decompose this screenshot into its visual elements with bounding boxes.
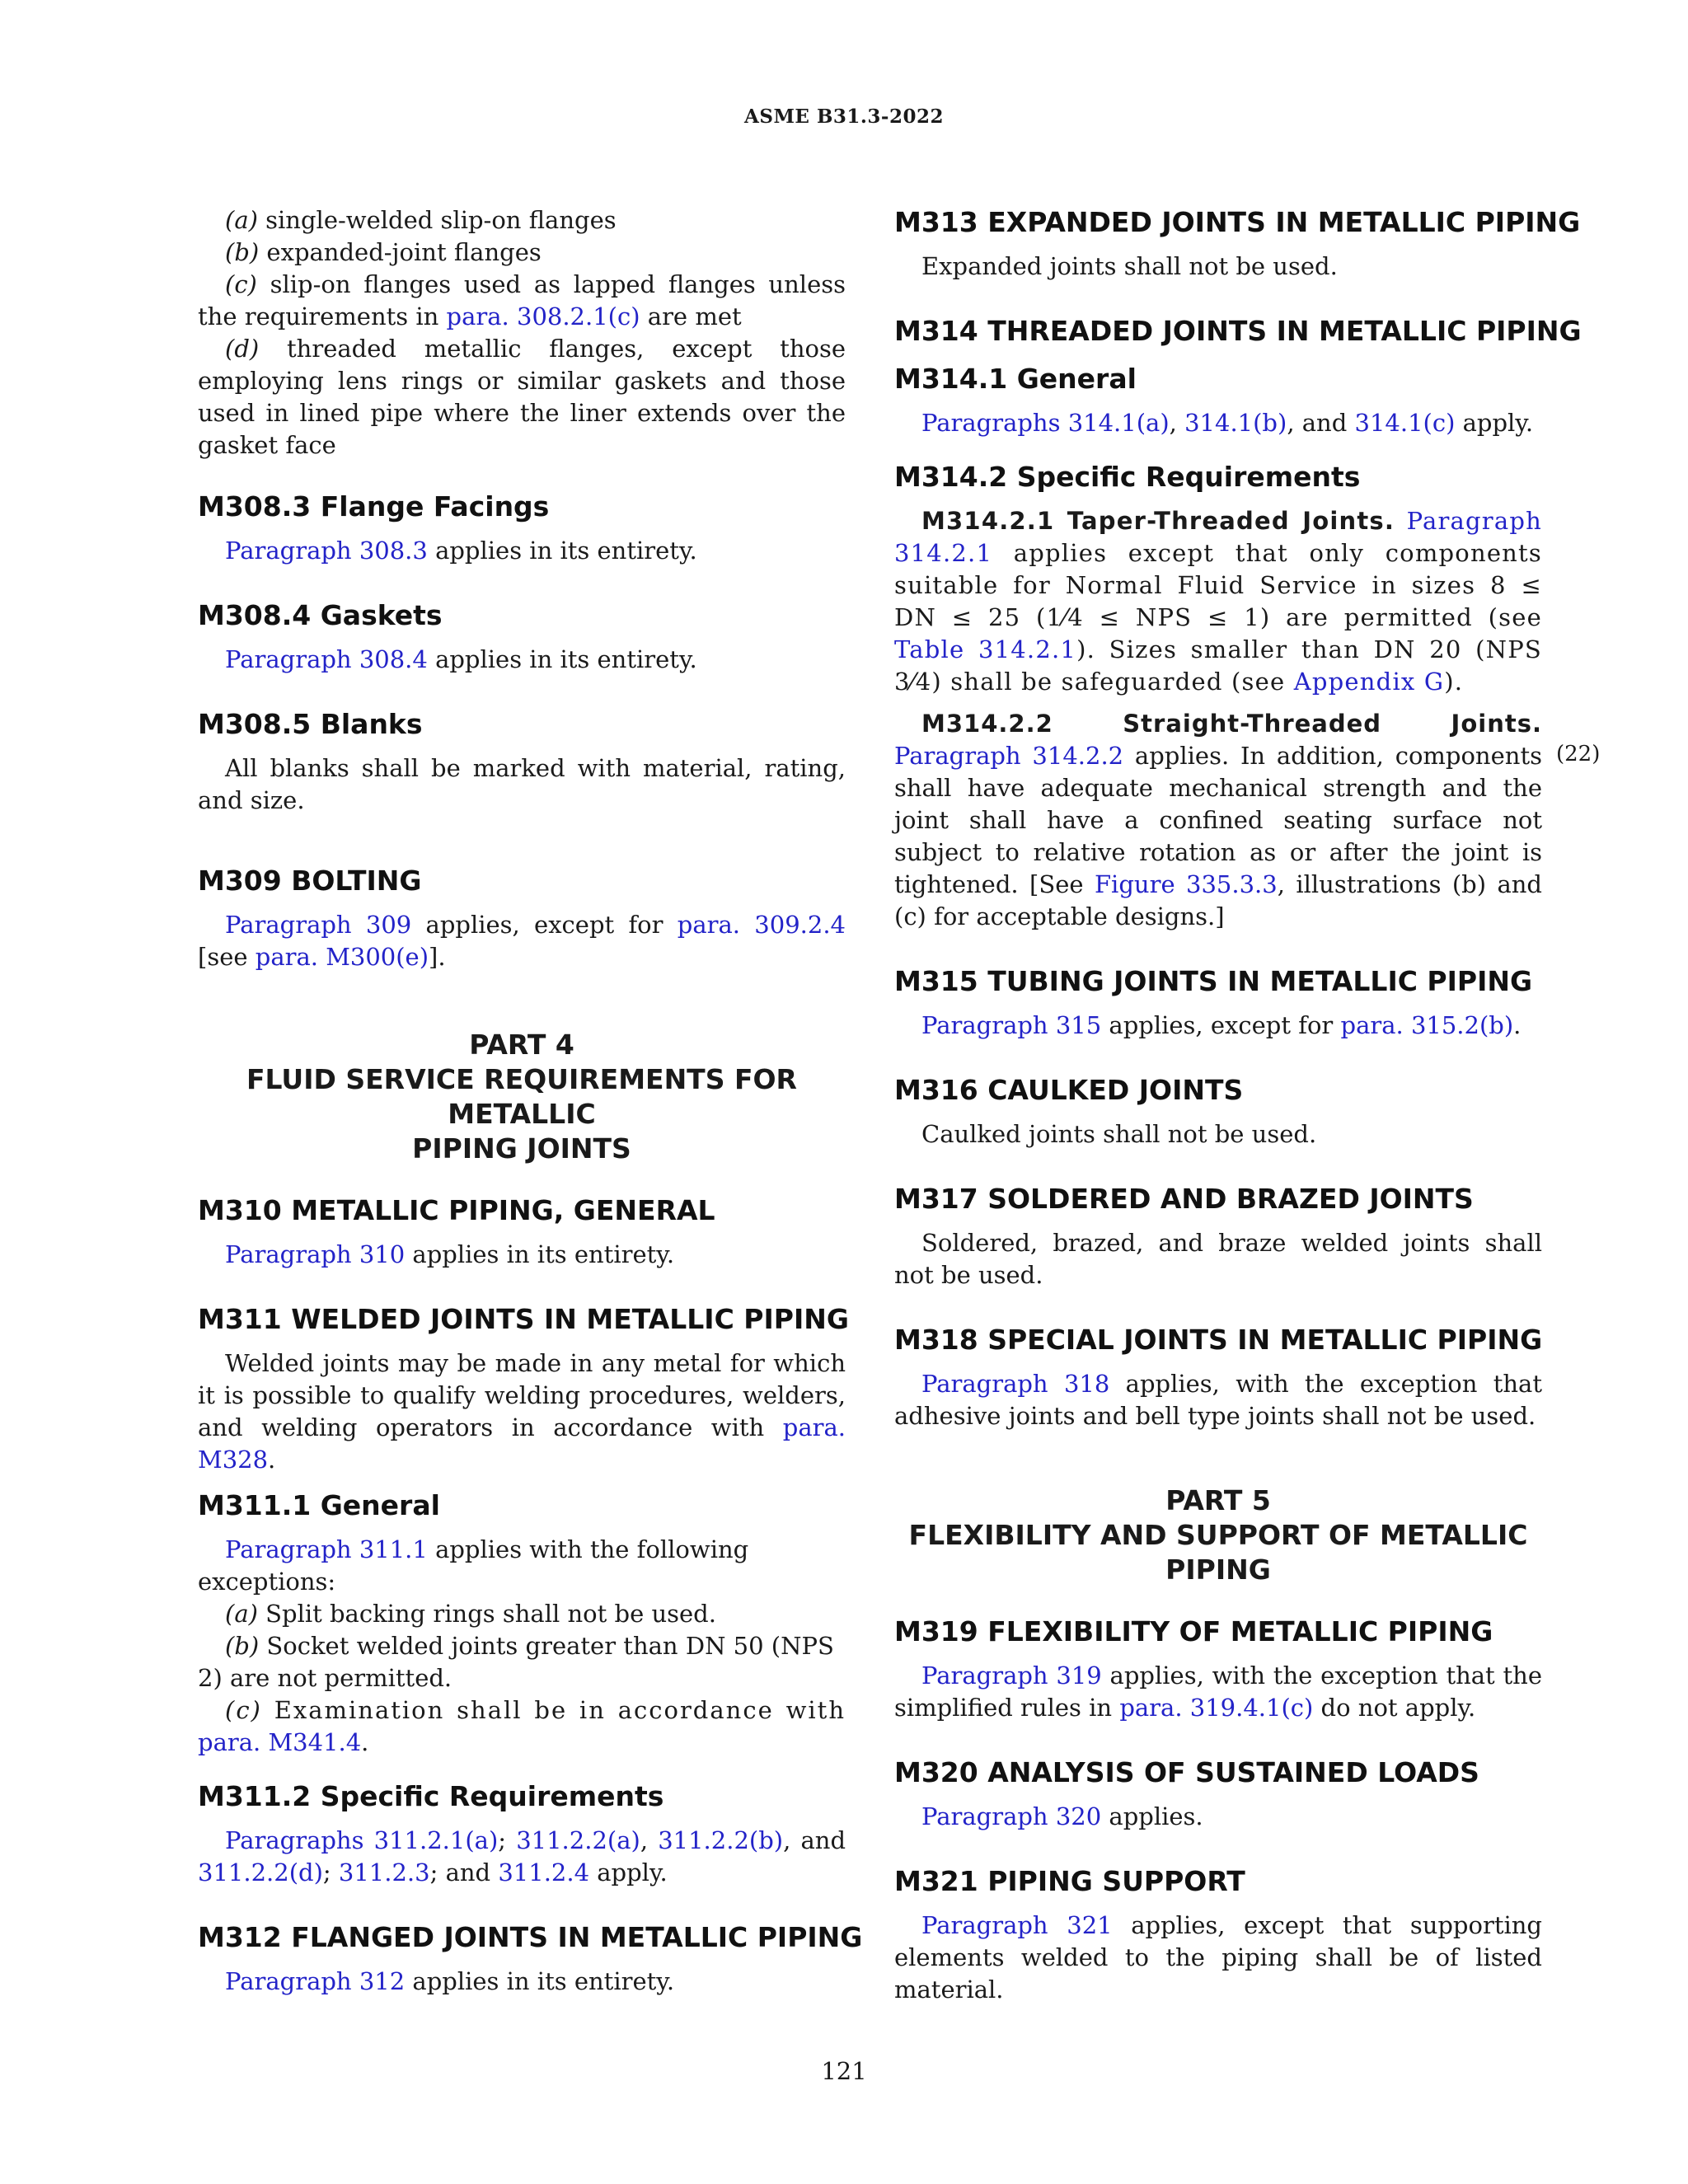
cross-reference-link[interactable]: 311.2.2(b) [658, 1826, 784, 1854]
cross-reference-link[interactable]: para. 315.2(b) [1340, 1011, 1514, 1039]
part-4-title [198, 1028, 846, 1166]
list-text: slip-on flanges used as lapped flanges unless the requirements in [198, 270, 846, 330]
list-item-b [198, 237, 846, 269]
cross-reference-link[interactable]: Paragraph 310 [225, 1240, 406, 1268]
paragraph [894, 407, 1542, 439]
list-text: Examination shall be in accordance with [261, 1696, 846, 1724]
list-text: expanded-joint flanges [259, 238, 542, 266]
paragraph-text: applies, except for [1101, 1011, 1341, 1039]
section-heading: M311 WELDED JOINTS IN METALLIC PIPING [198, 1303, 849, 1335]
part-5-title [894, 1483, 1542, 1587]
part-number: PART 5 [1165, 1484, 1271, 1516]
cross-reference-link[interactable]: Paragraph 318 [921, 1370, 1110, 1398]
paragraph-text: , illustrations (b) and (c) for acceptable designs.] [894, 870, 1542, 930]
paragraph [198, 1347, 846, 1476]
paragraph: Expanded joints shall not be used. [921, 252, 1338, 280]
section-heading: M308.5 Blanks [198, 708, 423, 740]
cross-reference-link[interactable]: para. M300(e) [255, 943, 429, 971]
fraction: 3⁄4 [894, 668, 932, 696]
list-item-a [198, 1598, 846, 1630]
list-label: (b) [225, 238, 260, 266]
paragraph-text: , [640, 1826, 659, 1854]
subsection-title: M314.2.2 Straight-Threaded Joints. [921, 710, 1542, 738]
paragraph-text: do not apply. [1313, 1694, 1476, 1722]
section-heading: M319 FLEXIBILITY OF METALLIC PIPING [894, 1615, 1493, 1647]
left-column [198, 204, 863, 1998]
cross-reference-link[interactable]: Paragraph 321 [921, 1911, 1113, 1939]
section-heading: M320 ANALYSIS OF SUSTAINED LOADS [894, 1756, 1479, 1788]
paragraph-text: ≤ NPS ≤ 1) are permitted (see [1083, 603, 1542, 631]
paragraph [894, 1910, 1542, 2006]
paragraph [894, 708, 1542, 933]
list-label: (c) [225, 1696, 262, 1724]
list-item-b [198, 1630, 846, 1694]
paragraph-text: . [268, 1446, 276, 1474]
paragraph-text: applies. In addition, components shall have adequate mechanical strength and the joint shall have a confined seating surface not subject to relative rotation as or after the joint is tightened. [See [894, 742, 1542, 898]
page-number: 121 [821, 2057, 867, 2085]
list-label: (a) [225, 206, 258, 234]
paragraph-text: [see [198, 943, 256, 971]
cross-reference-link[interactable]: para. 309.2.4 [677, 911, 846, 939]
paragraph-text: , and [783, 1826, 846, 1854]
section-heading: M308.3 Flange Facings [198, 490, 550, 523]
paragraph-text: applies in its entirety. [427, 645, 697, 673]
cross-reference-link[interactable]: Appendix G [1293, 668, 1445, 696]
cross-reference-link[interactable]: Paragraph 308.3 [225, 537, 428, 565]
paragraph [198, 535, 846, 567]
cross-reference-link[interactable]: Table 314.2.1 [894, 635, 1077, 663]
list-label: (b) [225, 1632, 260, 1660]
paragraph [198, 1239, 846, 1271]
section-heading: M308.4 Gaskets [198, 599, 443, 631]
paragraph-text: applies, with the exception that the simplified rules in [894, 1661, 1543, 1722]
paragraph [198, 1825, 846, 1889]
right-column [894, 204, 1582, 2006]
paragraph: Caulked joints shall not be used. [921, 1120, 1317, 1148]
section-heading: M317 SOLDERED AND BRAZED JOINTS [894, 1183, 1474, 1215]
cross-reference-link[interactable]: Paragraph 311.1 [225, 1535, 428, 1563]
paragraph-text: applies, with the exception that adhesive joints and bell type joints shall not be used. [894, 1370, 1542, 1430]
list-text: . [361, 1728, 371, 1756]
paragraph [198, 909, 846, 973]
paragraph-text: , [1169, 409, 1185, 437]
part-number: PART 4 [469, 1029, 574, 1061]
cross-reference-link[interactable]: Paragraph 314.2.2 [894, 742, 1124, 770]
paragraph [894, 1010, 1542, 1042]
paragraph [894, 505, 1542, 698]
section-heading: M315 TUBING JOINTS IN METALLIC PIPING [894, 965, 1533, 997]
paragraph-text: apply. [589, 1858, 668, 1886]
paragraph-text: Welded joints may be made in any metal for which it is possible to qualify welding procedures, welders, and welding operators in accordance with [198, 1349, 846, 1441]
paragraph-text: apply. [1455, 409, 1534, 437]
part-title-line: PIPING JOINTS [412, 1132, 631, 1165]
cross-reference-link[interactable]: Paragraph 320 [921, 1802, 1102, 1830]
paragraph [894, 1660, 1542, 1724]
section-heading: M312 FLANGED JOINTS IN METALLIC PIPING [198, 1921, 863, 1953]
cross-reference-link[interactable]: Paragraph 314.2.1 [894, 507, 1542, 567]
section-heading: M314 THREADED JOINTS IN METALLIC PIPING [894, 315, 1582, 347]
paragraph-text: , and [1287, 409, 1355, 437]
cross-reference-link[interactable]: para. 308.2.1(c) [446, 302, 640, 330]
cross-reference-link[interactable]: para. M341.4 [198, 1728, 362, 1756]
section-heading: M313 EXPANDED JOINTS IN METALLIC PIPING [894, 206, 1581, 238]
list-item-d [198, 333, 846, 462]
revision-margin-note: (22) [1556, 742, 1601, 766]
paragraph-text: applies except that only components suitable for Normal Fluid Service in sizes 8 ≤ DN ≤ 25 ( [894, 539, 1542, 631]
paragraph-text: applies in its entirety. [427, 537, 697, 565]
paragraph-text: applies with the following exceptions: [198, 1535, 749, 1596]
list-text: threaded metallic flanges, except those employing lens rings or similar gaskets and those used in lined pipe where the liner extends over the gasket face [198, 335, 846, 459]
list-item-a [198, 204, 846, 237]
cross-reference-link[interactable]: 314.1(c) [1354, 409, 1456, 437]
subsection-title: M314.2.1 Taper-Threaded Joints. [921, 507, 1395, 535]
list-text: Socket welded joints greater than DN 50 (NPS 2) are not permitted. [198, 1632, 834, 1692]
cross-reference-link[interactable]: 311.2.3 [338, 1858, 430, 1886]
cross-reference-link[interactable]: 314.1(b) [1184, 409, 1287, 437]
part-title-line: FLEXIBILITY AND SUPPORT OF METALLIC PIPING [908, 1519, 1528, 1586]
list-label: (c) [225, 270, 257, 298]
section-heading: M314.1 General [894, 363, 1137, 395]
cross-reference-link[interactable]: Paragraph 312 [225, 1967, 406, 1995]
paragraph [198, 1966, 846, 1998]
cross-reference-link[interactable]: Paragraph 309 [225, 911, 412, 939]
list-item-c [198, 269, 846, 333]
cross-reference-link[interactable]: para. M328 [198, 1413, 846, 1474]
cross-reference-link[interactable]: Paragraph 308.4 [225, 645, 428, 673]
list-item-c [198, 1694, 846, 1759]
paragraph [894, 1801, 1542, 1833]
cross-reference-link[interactable]: para. 319.4.1(c) [1119, 1694, 1314, 1722]
cross-reference-link[interactable]: Paragraph 315 [921, 1011, 1102, 1039]
paragraph-text: ; [322, 1858, 339, 1886]
section-heading: M309 BOLTING [198, 865, 422, 897]
section-heading: M316 CAULKED JOINTS [894, 1074, 1244, 1106]
paragraph-text: ; and [429, 1858, 499, 1886]
paragraph-text: ]. [429, 943, 446, 971]
cross-reference-link[interactable]: Paragraphs 311.2.1(a) [225, 1826, 499, 1854]
section-heading: M311.1 General [198, 1489, 440, 1521]
section-heading: M314.2 Specific Requirements [894, 461, 1361, 493]
paragraph: Soldered, brazed, and braze welded joints shall not be used. [894, 1229, 1542, 1289]
cross-reference-link[interactable]: 311.2.2(d) [198, 1858, 323, 1886]
list-label: (a) [225, 1600, 258, 1628]
list-text: are met [640, 302, 742, 330]
cross-reference-link[interactable]: Paragraph 319 [921, 1661, 1102, 1690]
section-heading: M310 METALLIC PIPING, GENERAL [198, 1194, 715, 1226]
paragraph-text: applies in its entirety. [405, 1240, 675, 1268]
list-text: single-welded slip-on flanges [257, 206, 617, 234]
paragraph [894, 1368, 1542, 1432]
cross-reference-link[interactable]: Paragraphs 314.1(a) [921, 409, 1170, 437]
paragraph-text: applies, except that supporting elements welded to the piping shall be of listed material. [894, 1911, 1542, 2004]
paragraph-text: ). Sizes smaller than DN 20 (NPS [1076, 635, 1542, 663]
section-heading: M311.2 Specific Requirements [198, 1780, 664, 1812]
paragraph: All blanks shall be marked with material, rating, and size. [198, 754, 846, 814]
fraction: 1⁄4 [1046, 603, 1084, 631]
paragraph-text: applies. [1101, 1802, 1203, 1830]
section-heading: M318 SPECIAL JOINTS IN METALLIC PIPING [894, 1324, 1543, 1356]
running-header: ASME B31.3-2022 [744, 105, 944, 128]
paragraph-text: ) shall be safeguarded (see [931, 668, 1294, 696]
paragraph-text: applies, except for [411, 911, 678, 939]
cross-reference-link[interactable]: 311.2.2(a) [516, 1826, 640, 1854]
paragraph-text: . [1513, 1011, 1522, 1039]
cross-reference-link[interactable]: 311.2.4 [498, 1858, 590, 1886]
cross-reference-link[interactable]: Figure 335.3.3 [1094, 870, 1278, 898]
paragraph [198, 644, 846, 676]
paragraph-text: ). [1444, 668, 1464, 696]
paragraph [198, 1534, 846, 1598]
paragraph-text: ; [498, 1826, 517, 1854]
section-heading: M321 PIPING SUPPORT [894, 1865, 1245, 1897]
part-title-line: FLUID SERVICE REQUIREMENTS FOR METALLIC [246, 1063, 797, 1130]
list-text: Split backing rings shall not be used. [257, 1600, 716, 1628]
list-label: (d) [225, 335, 260, 363]
paragraph-text: applies in its entirety. [405, 1967, 675, 1995]
